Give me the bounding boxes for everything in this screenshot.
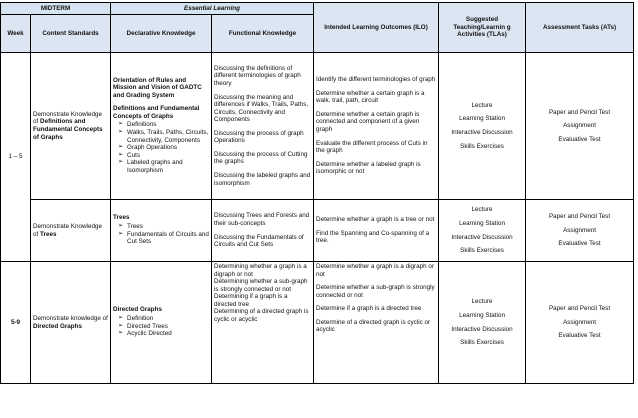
assessment-item: Evaluative Test	[558, 332, 601, 340]
functional-cell	[212, 53, 314, 200]
tla-item: Interactive Discussion	[451, 325, 513, 333]
functional-item: Discussing the Fundamentals of Circuits and Cut Sets	[214, 233, 304, 249]
header-assessment: Assessment Tasks (ATs)	[526, 3, 634, 53]
ilo-cell	[314, 53, 439, 200]
tla-item: Lecture	[471, 206, 493, 214]
ilo-item: Find the Spanning and Co-spanning of a tree.	[316, 229, 430, 245]
content-standard-topic: Definitions and Fundamental Concepts of Graphs	[33, 118, 103, 141]
declarative-list	[113, 121, 209, 174]
declarative-cell	[111, 53, 212, 200]
list-item: ➢ Acyclic Directed	[127, 330, 209, 338]
declarative-list	[113, 315, 209, 338]
assessment-item: Paper and Pencil Test	[548, 213, 611, 221]
declarative-list	[113, 223, 209, 246]
tla-item: Skills Exercises	[460, 247, 504, 255]
ilo-item: Determine whether a certain graph is a walk, trail, path, circuit	[316, 89, 425, 105]
list-item: ➢ Labeled graphs and Isomorphism	[127, 159, 209, 174]
list-item: ➢ Trees	[127, 223, 209, 231]
header-midterm: MIDTERM	[1, 3, 111, 15]
list-item: ➢ Definitions	[127, 121, 209, 129]
tla-item: Lecture	[471, 298, 493, 306]
ilo-item: Determine if a graph is a directed tree	[316, 305, 422, 313]
assessment-cell	[526, 262, 634, 384]
functional-item: Determining if a graph is a directed tree	[214, 293, 288, 308]
content-standard-topic: Trees	[40, 230, 57, 238]
assessment-item: Assignment	[563, 318, 596, 326]
week-cell: 5-9	[1, 262, 31, 384]
ilo-item: Determine whether a graph is a tree or not	[316, 216, 435, 224]
ilo-item: Determine whether a labeled graph is isomorphic or not	[316, 160, 421, 176]
functional-item: Discussing Trees and Forests and their sub-concepts	[214, 212, 310, 227]
header-declarative: Declarative Knowledge	[111, 15, 212, 53]
content-standard-cell	[31, 200, 111, 262]
content-standard-prefix: Demonstrate Knowledge of	[33, 110, 102, 126]
declarative-cell	[111, 200, 212, 262]
tlas-cell	[439, 200, 526, 262]
header-essential-learning: Essential Learning	[111, 3, 314, 15]
functional-cell	[212, 262, 314, 384]
content-standard-topic: Directed Graphs	[33, 322, 82, 330]
list-item: ➢ Definition	[127, 315, 209, 323]
ilo-item: Determine whether a certain graph is connected and component of a given graph	[316, 110, 420, 133]
table-row	[1, 200, 634, 262]
ilo-cell	[314, 262, 439, 384]
header-content-standards: Content Standards	[31, 15, 111, 53]
content-standard-prefix: Demonstrate knowledge of	[33, 314, 108, 322]
header-tlas: Suggested Teaching/Learnin g Activities (TLAs)	[439, 3, 526, 53]
tla-item: Interactive Discussion	[451, 233, 513, 241]
ilo-item: Identify the different terminologies of graph	[316, 76, 436, 84]
functional-item: Determining of a directed graph is cyclic or acyclic	[214, 308, 309, 323]
ilo-item: Determine whether a sub-graph is strongly connected or not	[316, 284, 435, 299]
tla-item: Interactive Discussion	[451, 129, 513, 136]
list-item: ➢ Fundamentals of Circuits and Cut Sets	[127, 231, 209, 246]
header-ilo: Intended Learning Outcomes (ILO)	[314, 3, 439, 53]
content-standard-cell	[31, 262, 111, 384]
table-row	[1, 262, 634, 384]
ilo-item: Evaluate the different process of Cuts in the graph	[316, 139, 428, 155]
declarative-title: Orientation of Rules and Mission and Vision of GADTC and Grading System	[113, 76, 202, 99]
header-week: Week	[1, 15, 31, 53]
ilo-item: Determine whether a graph is a digraph or not	[316, 263, 434, 278]
functional-item: Discussing the definitions of different terminologies of graph theory	[214, 64, 301, 88]
tlas-cell	[439, 262, 526, 384]
tla-item: Skills Exercises	[460, 339, 504, 347]
declarative-title: Directed Graphs	[113, 306, 163, 314]
assessment-cell	[526, 53, 634, 200]
declarative-title: Trees	[113, 214, 130, 222]
content-standard-prefix: Demonstrate Knowledge of	[33, 222, 102, 238]
functional-item: Discussing the process of graph Operations	[214, 129, 304, 145]
tla-item: Learning Station	[459, 311, 505, 319]
functional-item: Discussing the labeled graphs and isomorphism	[214, 171, 311, 187]
functional-item: Determining whether a graph is a digraph or not	[214, 263, 307, 278]
syllabus-table	[0, 2, 634, 384]
week-cell: 1 – 5	[1, 53, 31, 262]
assessment-item: Paper and Pencil Test	[548, 108, 611, 116]
assessment-cell	[526, 200, 634, 262]
list-item: ➢ Graph Operations	[127, 144, 209, 152]
tlas-cell	[439, 53, 526, 200]
list-item: ➢ Cuts	[127, 152, 209, 160]
declarative-cell	[111, 262, 212, 384]
functional-item: Determining whether a sub-graph is strongly connected or not	[214, 278, 308, 293]
assessment-item: Assignment	[563, 226, 596, 234]
functional-item: Discussing the meaning and differences if Walks, Trails, Paths, Circuits, Connectivity and Components	[214, 93, 309, 124]
ilo-cell	[314, 200, 439, 262]
assessment-item: Paper and Pencil Test	[548, 305, 611, 313]
header-functional: Functional Knowledge	[212, 15, 314, 53]
assessment-item: Evaluative Test	[558, 135, 601, 143]
declarative-subtitle: Definitions and Fundamental Concepts of Graphs	[113, 105, 200, 120]
tla-item: Learning Station	[459, 115, 505, 123]
table-row	[1, 53, 634, 200]
functional-cell	[212, 200, 314, 262]
list-item: ➢ Directed Trees	[127, 323, 209, 331]
assessment-item: Assignment	[563, 122, 596, 130]
tla-item: Skills Exercises	[460, 142, 504, 150]
tla-item: Learning Station	[459, 219, 505, 227]
functional-item: Discussing the process of Cutting the graphs	[214, 150, 308, 166]
assessment-item: Evaluative Test	[558, 240, 601, 248]
tla-item: Lecture	[471, 101, 493, 109]
list-item: ➢ Walks, Trails, Paths, Circuits, Connectivity, Components	[127, 129, 209, 144]
ilo-item: Determine of a directed graph is cyclic or acyclic	[316, 318, 431, 334]
content-standard-cell	[31, 53, 111, 200]
